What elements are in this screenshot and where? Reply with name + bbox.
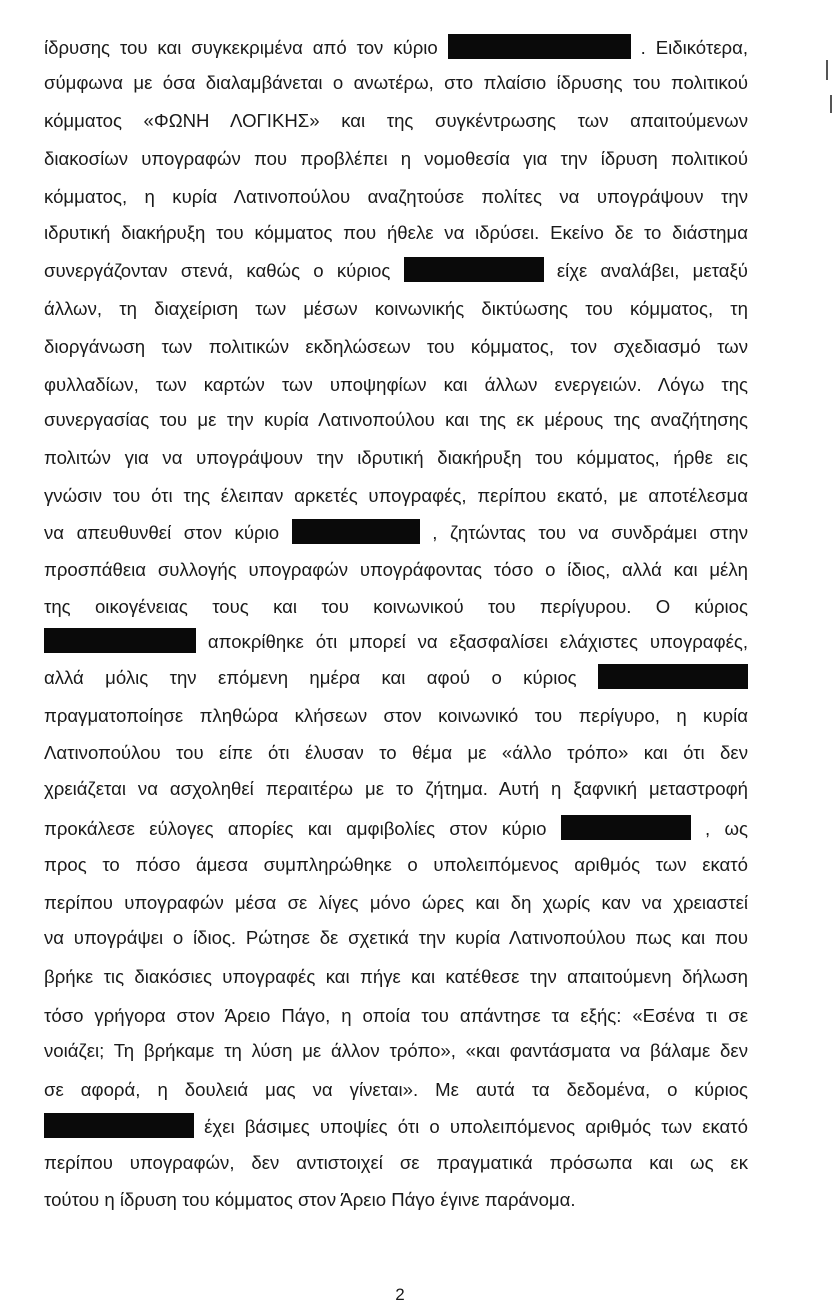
text-segment: σε αφορά, η δουλειά μας να γίνεται». Με αυτά τα δεδομένα, ο κύριος <box>44 1079 748 1100</box>
text-line <box>44 256 748 286</box>
text-segment: να απευθυνθεί στον κύριο <box>44 522 280 543</box>
redaction-block <box>292 519 420 544</box>
text-line <box>44 774 748 804</box>
text-line <box>44 144 748 174</box>
text-segment: προς το πόσο άμεσα συμπληρώθηκε ο υπολειπόμενος αριθμός των εκατό <box>44 854 748 875</box>
redaction-block <box>448 34 631 59</box>
text-segment: της οικογένειας τους και του κοινωνικού του περίγυρου. Ο κύριος <box>44 596 748 617</box>
text-line <box>44 332 748 362</box>
text-line <box>44 962 748 992</box>
text-segment: περίπου υπογραφών μέσα σε λίγες μόνο ώρες και δη χωρίς καν να χρειαστεί <box>44 892 748 913</box>
text-line <box>44 738 748 768</box>
text-segment: κόμματος «ΦΩΝΗ ΛΟΓΙΚΗΣ» και της συγκέντρωσης των απαιτούμενων <box>44 110 748 131</box>
text-segment: , ζητώντας του να συνδράμει στην <box>432 522 748 543</box>
text-segment: τόσο γρήγορα στον Άρειο Πάγο, η οποία του απάντησε τα εξής: «Εσένα τι σε <box>44 1005 748 1026</box>
text-line <box>44 888 748 918</box>
text-segment: Λατινοπούλου του είπε ότι έλυσαν το θέμα με «άλλο τρόπο» και ότι δεν <box>44 742 748 763</box>
text-line <box>44 218 748 248</box>
text-segment: προκάλεσε εύλογες απορίες και αμφιβολίες στον κύριο <box>44 818 547 839</box>
text-line <box>44 33 748 63</box>
text-segment: συνεργάζονταν στενά, καθώς ο κύριος <box>44 260 391 281</box>
text-line <box>44 68 748 98</box>
text-segment: είχε αναλάβει, μεταξύ <box>556 260 748 281</box>
text-line <box>44 627 748 657</box>
text-line <box>44 923 748 953</box>
text-segment: τούτου η ίδρυση του κόμματος στον Άρειο Πάγο έγινε παράνομα. <box>44 1189 576 1210</box>
text-line <box>44 182 748 212</box>
text-segment: , ως <box>705 818 748 839</box>
text-line <box>44 370 748 400</box>
text-line <box>44 555 748 585</box>
redaction-block <box>404 257 544 282</box>
text-segment: προσπάθεια συλλογής υπογραφών υπογράφοντας τόσο ο ίδιος, αλλά και μέλη <box>44 559 748 580</box>
redaction-block <box>44 1113 194 1138</box>
text-segment: διοργάνωση των πολιτικών εκδηλώσεων του κόμματος, τον σχεδιασμό των <box>44 336 748 357</box>
text-segment: διακοσίων υπογραφών που προβλέπει η νομοθεσία για την ίδρυση πολιτικού <box>44 148 748 169</box>
margin-mark <box>830 95 832 113</box>
text-line <box>44 850 748 880</box>
text-line <box>44 1036 748 1066</box>
margin-mark <box>826 60 828 80</box>
text-segment: . Ειδικότερα, <box>640 37 748 58</box>
text-segment: περίπου υπογραφών, δεν αντιστοιχεί σε πραγματικά πρόσωπα και ως εκ <box>44 1152 748 1173</box>
text-segment: βρήκε τις διακόσιες υπογραφές και πήγε και κατέθεσε την απαιτούμενη δήλωση <box>44 966 748 987</box>
text-line <box>44 443 748 473</box>
text-segment: άλλων, τη διαχείριση των μέσων κοινωνικής δικτύωσης του κόμματος, τη <box>44 298 748 319</box>
text-line <box>44 405 748 435</box>
text-line <box>44 481 748 511</box>
text-line <box>44 592 748 622</box>
text-line <box>44 1185 748 1215</box>
text-segment: κόμματος, η κυρία Λατινοπούλου αναζητούσε πολίτες να υπογράψουν την <box>44 186 748 207</box>
text-segment: σύμφωνα με όσα διαλαμβάνεται ο ανωτέρω, στο πλαίσιο ίδρυσης του πολιτικού <box>44 72 748 93</box>
text-segment: ιδρυτική διακήρυξη του κόμματος που ήθελε να ιδρύσει. Εκείνο δε το διάστημα <box>44 222 748 243</box>
text-segment: αποκρίθηκε ότι μπορεί να εξασφαλίσει ελάχιστες υπογραφές, <box>207 631 748 652</box>
text-line <box>44 106 748 136</box>
text-segment: πολιτών για να υπογράψουν την ιδρυτική διακήρυξη του κόμματος, ήρθε εις <box>44 447 748 468</box>
text-line <box>44 663 748 693</box>
text-segment: φυλλαδίων, των καρτών των υποψηφίων και άλλων ενεργειών. Λόγω της <box>44 374 748 395</box>
page-number: 2 <box>395 1285 405 1304</box>
text-segment: νοιάζει; Τη βρήκαμε τη λύση με άλλον τρόπο», «και φαντάσματα να βάλαμε δεν <box>44 1040 748 1061</box>
text-segment: συνεργασίας του με την κυρία Λατινοπούλου και της εκ μέρους της αναζήτησης <box>44 409 748 430</box>
text-segment: χρειάζεται να ασχοληθεί περαιτέρω με το ζήτημα. Αυτή η ξαφνική μεταστροφή <box>44 778 748 799</box>
text-line <box>44 1112 748 1142</box>
text-segment: αλλά μόλις την επόμενη ημέρα και αφού ο κύριος <box>44 667 577 688</box>
text-line <box>44 1001 748 1031</box>
text-segment: έχει βάσιμες υποψίες ότι ο υπολειπόμενος αριθμός των εκατό <box>204 1116 748 1137</box>
text-line <box>44 1075 748 1105</box>
text-segment: να υπογράψει ο ίδιος. Ρώτησε δε σχετικά την κυρία Λατινοπούλου πως και που <box>44 927 748 948</box>
text-line <box>44 701 748 731</box>
text-segment: γνώσιν του ότι της έλειπαν αρκετές υπογραφές, περίπου εκατό, με αποτέλεσμα <box>44 485 748 506</box>
text-segment: πραγματοποίησε πληθώρα κλήσεων στον κοινωνικό του περίγυρο, η κυρία <box>44 705 748 726</box>
text-line <box>44 294 748 324</box>
redaction-block <box>44 628 196 653</box>
redaction-block <box>561 815 691 840</box>
text-line <box>44 814 748 844</box>
text-line <box>44 1148 748 1178</box>
redaction-block <box>598 664 748 689</box>
text-line <box>44 518 748 548</box>
text-segment: ίδρυσης του και συγκεκριμένα από τον κύριο <box>44 37 438 58</box>
